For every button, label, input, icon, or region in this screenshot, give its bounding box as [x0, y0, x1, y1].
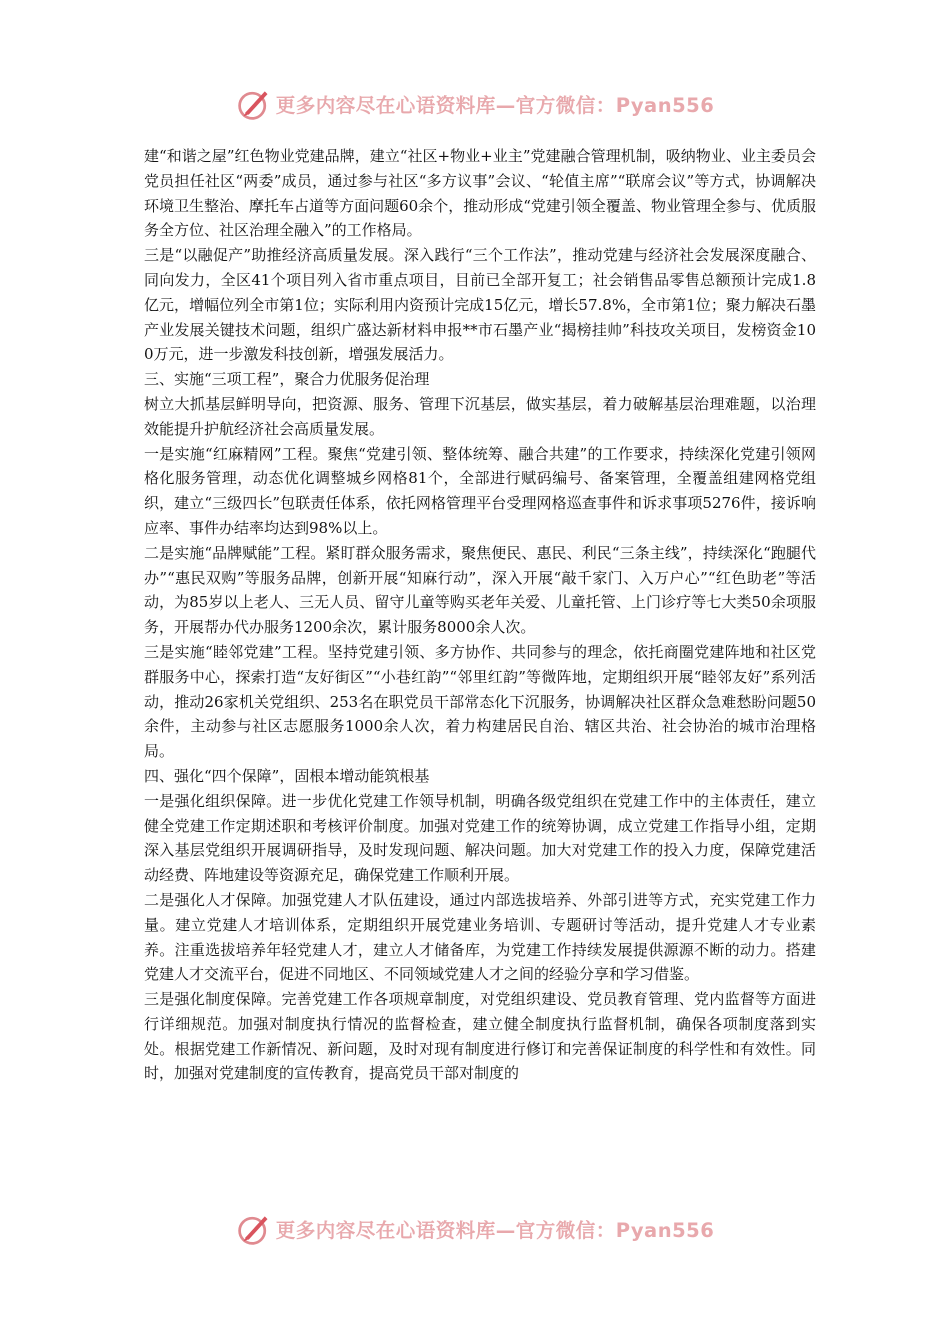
section-heading: 三、实施“三项工程”，聚合力优服务促治理 [144, 370, 430, 389]
section-heading: 四、强化“四个保障”，固根本增动能筑根基 [144, 766, 430, 785]
header-banner [0, 82, 950, 126]
paragraph: 树立大抓基层鲜明导向，把资源、服务、管理下沉基层，做实基层，着力破解基层治理难题，以治理效能提升护航经济社会高质量发展。 [144, 394, 816, 438]
paragraph: 一是实施“红麻精网”工程。聚焦“党建引领、整体统筹、融合共建”的工作要求，持续深化党建引领网格化服务管理，动态优化调整城乡网格81个，全部进行赋码编号、备案管理，全覆盖组建网格党组织，建立“三级四长”包联责任体系，依托网格管理平台受理网格巡查事件和诉求事项5276件，接诉响应率、事件办结率均达到98%以上。 [144, 444, 816, 537]
quill-pen-logo-icon [236, 1211, 272, 1247]
paragraph: 三是强化制度保障。完善党建工作各项规章制度，对党组织建设、党员教育管理、党内监督等方面进行详细规范。加强对制度执行情况的监督检查，建立健全制度执行监督机制，确保各项制度落到实处。根据党建工作新情况、新问题，及时对现有制度进行修订和完善保证制度的科学性和有效性。同时，加强对党建制度的宣传教育，提高党员干部对制度的 [144, 990, 816, 1083]
document-body [144, 144, 816, 1086]
paragraph: 一是强化组织保障。进一步优化党建工作领导机制，明确各级党组织在党建工作中的主体责任，建立健全党建工作定期述职和考核评价制度。加强对党建工作的统筹协调，成立党建工作指导小组，定期深入基层党组织开展调研指导，及时发现问题、解决问题。加大对党建工作的投入力度，保障党建活动经费、阵地建设等资源充足，确保党建工作顺利开展。 [144, 791, 816, 885]
paragraph: 二是强化人才保障。加强党建人才队伍建设，通过内部选拔培养、外部引进等方式，充实党建工作力量。建立党建人才培训体系，定期组织开展党建业务培训、专题研讨等活动，提升党建人才专业素养。注重选拔培养年轻党建人才，建立人才储备库，为党建工作持续发展提供源源不断的动力。搭建党建人才交流平台，促进不同地区、不同领域党建人才之间的经验分享和学习借鉴。 [144, 890, 816, 984]
banner-text: 更多内容尽在心语资料库—官方微信：Pyan556 [275, 1219, 715, 1242]
banner-text: 更多内容尽在心语资料库—官方微信：Pyan556 [275, 94, 715, 117]
quill-pen-logo-icon [236, 86, 272, 122]
paragraph: 建“和谐之屋”红色物业党建品牌，建立“社区+物业+业主”党建融合管理机制，吸纳物业、业主委员会党员担任社区“两委”成员，通过参与社区“多方议事”会议、“轮值主席”“联席会议”等方式，协调解决环境卫生整治、摩托车占道等方面问题60余个，推动形成“党建引领全覆盖、物业管理全参与、优质服务全方位、社区治理全融入”的工作格局。 [144, 147, 816, 240]
paragraph: 三是“以融促产”助推经济高质量发展。深入践行“三个工作法”，推动党建与经济社会发展深度融合、同向发力，全区41个项目列入省市重点项目，目前已全部开复工；社会销售品零售总额预计完成1.8亿元，增幅位列全市第1位；实际利用内资预计完成15亿元，增长57.8%，全市第1位；聚力解决石墨产业发展关键技术问题，组织广盛达新材料申报**市石墨产业“揭榜挂帅”科技攻关项目，发榜资金100万元，进一步激发科技创新，增强发展活力。 [144, 246, 816, 364]
paragraph: 二是实施“品牌赋能”工程。紧盯群众服务需求，聚焦便民、惠民、利民“三条主线”，持续深化“跑腿代办”“惠民双购”等服务品牌，创新开展“知麻行动”，深入开展“敲千家门、入万户心”“红色助老”等活动，为85岁以上老人、三无人员、留守儿童等购买老年关爱、儿童托管、上门诊疗等七大类50余项服务，开展帮办代办服务1200余次，累计服务8000余人次。 [144, 543, 816, 637]
paragraph: 三是实施“睦邻党建”工程。坚持党建引领、多方协作、共同参与的理念，依托商圈党建阵地和社区党群服务中心，探索打造“友好街区”“小巷红韵”“邻里红韵”等微阵地，定期组织开展“睦邻友好”系列活动，推动26家机关党组织、253名在职党员干部常态化下沉服务，协调解决社区群众急难愁盼问题50余件，主动参与社区志愿服务1000余人次，着力构建居民自治、辖区共治、社会协治的城市治理格局。 [144, 642, 816, 761]
footer-banner [0, 1207, 950, 1251]
